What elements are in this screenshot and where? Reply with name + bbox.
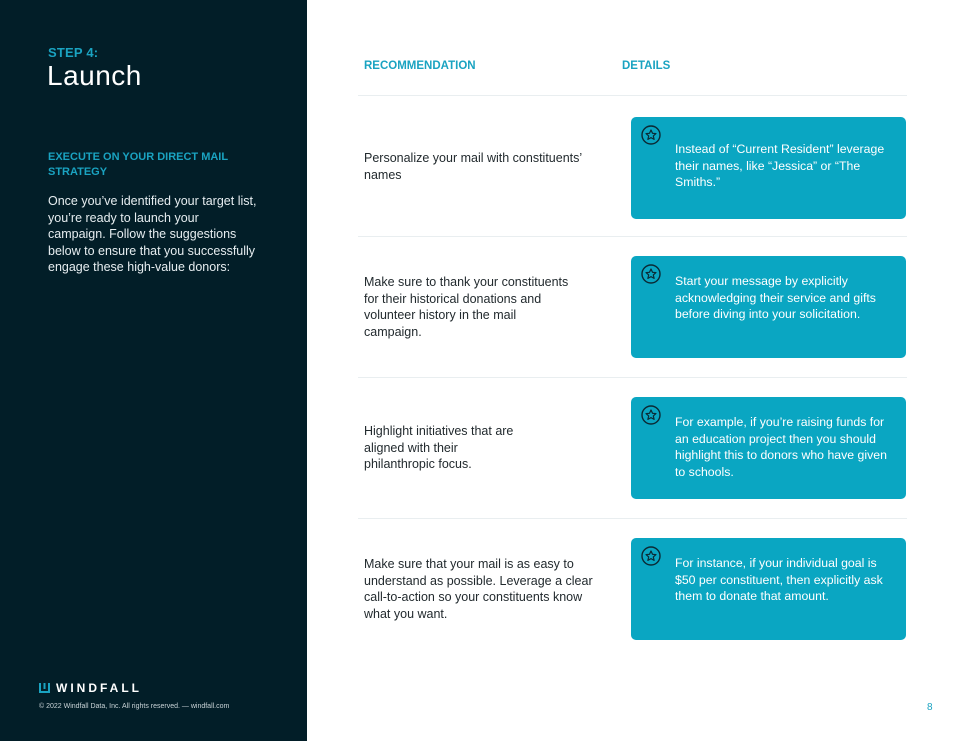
recommendation-text: Make sure to thank your constituents for their historical donations and volunteer history in the mail campaign.	[364, 275, 569, 339]
recommendation-text: Make sure that your mail is as easy to understand as possible. Leverage a clear call-to-action so your constituents know what you want.	[364, 557, 593, 621]
divider	[358, 377, 907, 378]
details-text: Instead of “Current Resident” leverage their names, like “Jessica” or “The Smiths.”	[675, 142, 885, 190]
divider	[358, 518, 907, 519]
section-heading: EXECUTE ON YOUR DIRECT MAIL STRATEGY	[48, 151, 228, 178]
page-number: 8	[927, 702, 933, 713]
divider	[358, 236, 907, 237]
header-recommendation: RECOMMENDATION	[364, 60, 476, 72]
recommendation-text: Personalize your mail with constituents’ names	[364, 151, 582, 182]
sidebar	[0, 0, 307, 741]
star-icon	[641, 546, 661, 566]
details-text: Start your message by explicitly acknowledging their service and gifts before diving into your solicitation.	[675, 274, 876, 322]
star-icon	[641, 405, 661, 425]
details-card	[631, 538, 906, 640]
details-text: For example, if you’re raising funds for an education project then you should highlight this to donors who have given to schools.	[675, 415, 887, 479]
details-text: For instance, if your individual goal is $50 per constituent, then explicitly ask them to donate that amount.	[675, 556, 883, 604]
copyright: © 2022 Windfall Data, Inc. All rights reserved. — windfall.com	[39, 703, 230, 710]
windfall-logo	[39, 681, 142, 695]
star-icon	[641, 125, 661, 145]
page-title: Launch	[47, 60, 142, 91]
header-details: DETAILS	[622, 60, 671, 72]
details-card	[631, 397, 906, 499]
windfall-logo-icon	[39, 683, 50, 693]
step-label: STEP 4:	[48, 45, 99, 60]
divider	[358, 95, 907, 96]
details-card	[631, 117, 906, 219]
details-card	[631, 256, 906, 358]
section-body: Once you’ve identified your target list, you’re ready to launch your campaign. Follow the suggestions below to ensure that you successfully engage these high-value donors:	[48, 194, 257, 275]
logo-text: WINDFALL	[56, 681, 142, 695]
recommendation-text: Highlight initiatives that are aligned with their philanthropic focus.	[364, 424, 514, 472]
star-icon	[641, 264, 661, 284]
